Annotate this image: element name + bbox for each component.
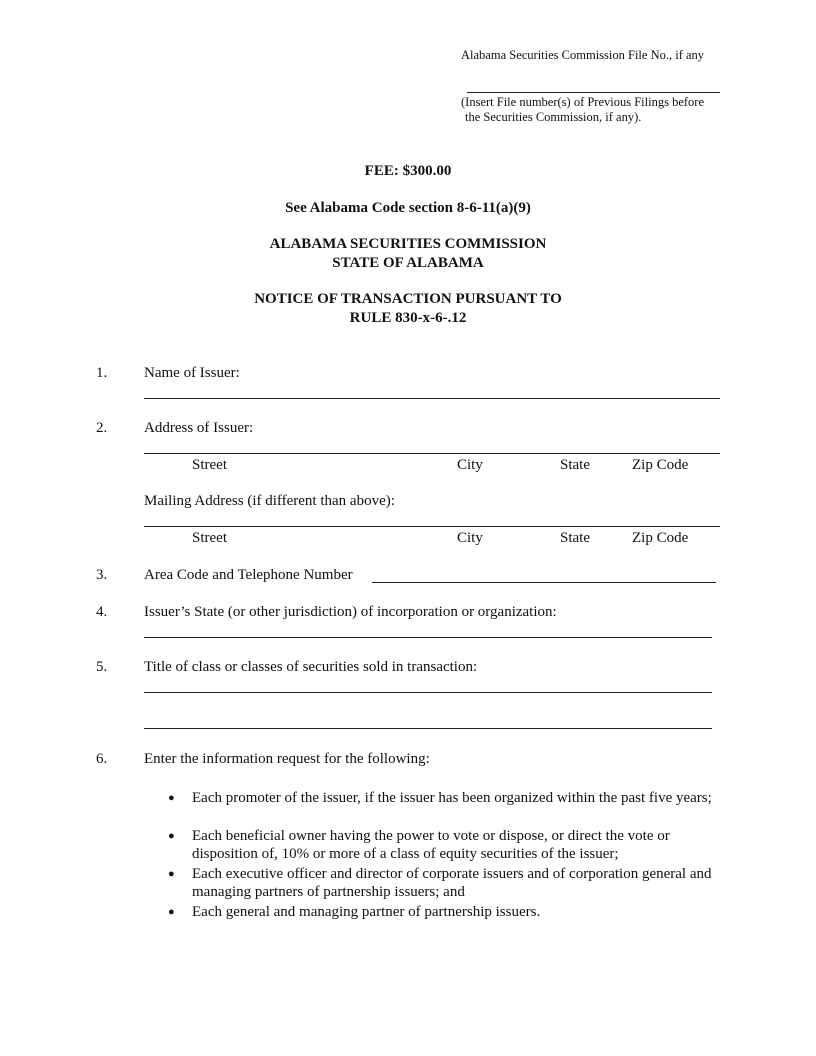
code-reference-heading: See Alabama Code section 8-6-11(a)(9) [285, 200, 531, 216]
securities-class-field-2[interactable] [144, 728, 712, 729]
notice-heading-line2: RULE 830-x-6-.12 [349, 310, 467, 326]
securities-class-field-1[interactable] [144, 692, 712, 693]
commission-heading-line2: STATE OF ALABAMA [332, 255, 484, 271]
address-zip-label: Zip Code [632, 457, 689, 473]
issuer-address-field[interactable] [144, 453, 720, 454]
item-4-number: 4. [96, 604, 108, 620]
item-6-number: 6. [96, 751, 108, 767]
file-number-note-line2: the Securities Commission, if any). [465, 110, 642, 124]
item-4-label: Issuer’s State (or other jurisdiction) of incorporation or organization: [144, 604, 557, 620]
notice-heading-line1: NOTICE OF TRANSACTION PURSUANT TO [254, 291, 562, 307]
bullet-item-beneficial-owner: Each beneficial owner having the power to vote or dispose, or direct the vote or disposition of, 10% or more of a class of equity securities of the issuer; [192, 828, 670, 862]
file-number-note-line1: (Insert File number(s) of Previous Filings before [461, 95, 705, 109]
bullet-icon: ● [168, 792, 175, 804]
item-2-number: 2. [96, 420, 108, 436]
issuer-name-field[interactable] [144, 398, 720, 399]
mailing-address-label: Mailing Address (if different than above): [144, 493, 395, 509]
commission-heading-line1: ALABAMA SECURITIES COMMISSION [269, 236, 547, 252]
telephone-field[interactable] [372, 582, 716, 583]
bullet-item-executive-officer: Each executive officer and director of corporate issuers and of corporation general and managing partners of partnership issuers; and [192, 866, 712, 900]
address-state-label: State [560, 457, 590, 473]
bullet-icon: ● [168, 906, 175, 918]
fee-heading: FEE: $300.00 [364, 163, 452, 179]
mailing-address-field[interactable] [144, 526, 720, 527]
mailing-zip-label: Zip Code [632, 530, 689, 546]
bullet-icon: ● [168, 830, 175, 842]
item-5-label: Title of class or classes of securities sold in transaction: [144, 659, 478, 675]
item-2-label: Address of Issuer: [144, 420, 254, 436]
item-1-label: Name of Issuer: [144, 365, 240, 381]
file-number-label: Alabama Securities Commission File No., if any [461, 48, 705, 62]
mailing-city-label: City [457, 530, 483, 546]
item-3-number: 3. [96, 567, 108, 583]
item-1-number: 1. [96, 365, 108, 381]
mailing-street-label: Street [192, 530, 227, 546]
jurisdiction-field[interactable] [144, 637, 712, 638]
bullet-item-general-partner: Each general and managing partner of partnership issuers. [192, 904, 541, 920]
address-city-label: City [457, 457, 483, 473]
bullet-item-promoter: Each promoter of the issuer, if the issuer has been organized within the past five years; [192, 790, 712, 806]
address-street-label: Street [192, 457, 227, 473]
bullet-icon: ● [168, 868, 175, 880]
mailing-state-label: State [560, 530, 590, 546]
item-3-label: Area Code and Telephone Number [144, 567, 353, 583]
file-number-field[interactable] [467, 92, 720, 93]
item-6-label: Enter the information request for the following: [144, 751, 430, 767]
item-5-number: 5. [96, 659, 108, 675]
